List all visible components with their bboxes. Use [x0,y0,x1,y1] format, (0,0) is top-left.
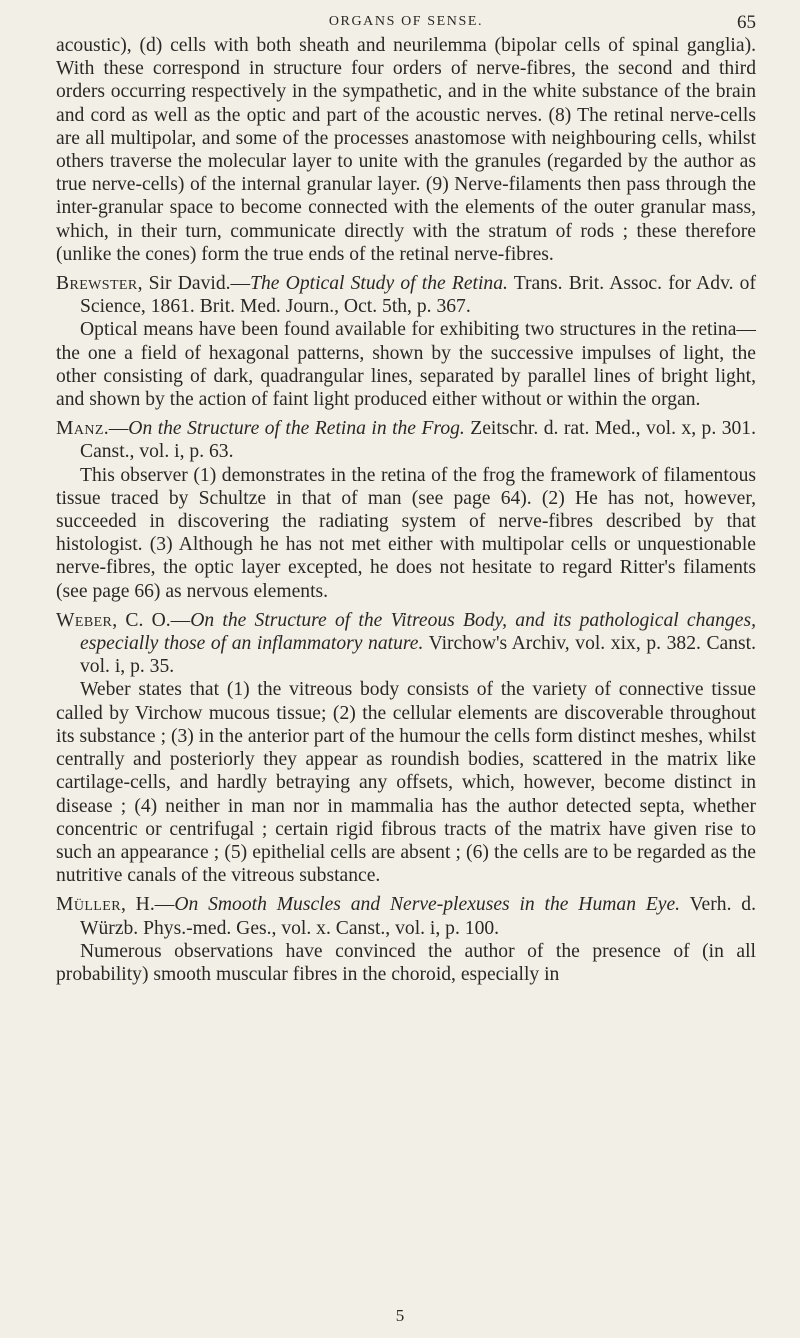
entry-author: Brewster [56,273,138,295]
entry-author: Manz [56,418,104,440]
entry-author-rest: , C. O.— [112,609,191,631]
continued-paragraph: acoustic), (d) cells with both sheath and neurilemma (bipolar cells of spinal ganglia). With these correspond in structure four orders of nerve-fibres, the second and third orders occurring respectively in the sympathetic, and in the white substance of the brain and cord as well as the optic and part of the acoustic nerves. (8) The retinal nerve-cells are all multipolar, and some of the processes anastomose with neighbouring cells, whilst others traverse the molecular layer to unite with the granules (regarded by the author as true nerve-cells) of the internal granular layer. (9) Nerve-filaments then pass through the inter-granular space to become connected with the elements of the outer granular mass, which, in their turn, communicate directly with the stratum of rods ; these therefore (unlike the cones) form the true ends of the retinal nerve-fibres. [56,35,756,265]
entry-author-rest: , H.— [120,894,175,916]
entry-author: Müller [56,894,121,916]
page-number: 65 [737,12,756,33]
entry-title: On the Structure of the Retina in the Frog. [128,418,465,440]
entry-brewster-body: Optical means have been found available for exhibiting two structures in the retina—the one a field of hexagonal patterns, shown by the successive impulses of light, the other consisting of dark, quadrangular lines, separated by parallel lines of bright light, and shown by the action of faint light produced either without or within the organ. [56,319,756,411]
entry-muller-heading [56,893,756,939]
entry-author-rest: .— [103,418,129,440]
entry-citation: Verh. d. Würzb. Phys.-med. Ges., vol. x. Canst., vol. i, p. 100. [80,894,756,939]
entry-manz-heading [56,417,756,463]
entry-weber-body: Weber states that (1) the vitreous body consists of the variety of connective tissue called by Virchow mucous tissue; (2) the cellular elements are discoverable throughout its substance ; (3) in the anterior part of the humour the cells form distinct meshes, whilst centrally and posteriorly they appear as roundish bodies, scattered in the matrix like cartilage-cells, and hardly betraying any offsets, which, however, become distinct in disease ; (4) neither in man nor in mammalia has the author detected septa, whether concentric or centrifugal ; certain rigid fibrous tracts of the matrix have given rise to such an appearance ; (5) epithelial cells are absent ; (6) the cells are to be regarded as the nutritive canals of the vitreous substance. [56,679,756,887]
running-header [56,8,756,34]
entry-title: On the Structure of the Vitreous Body, and its pathological changes, especially those of an inflammatory nature. [80,609,757,655]
entry-citation: Zeitschr. d. rat. Med., vol. x, p. 301. Canst., vol. i, p. 63. [80,418,756,463]
entry-manz-body: This observer (1) demonstrates in the retina of the frog the framework of filamentous tissue traced by Schultze in that of man (see page 64). (2) He has not, however, succeeded in discovering the radiating system of nerve-fibres described by that histologist. (3) Although he has not met either with multipolar cells or unquestionable nerve-fibres, the optic layer excepted, he does not hesitate to regard Ritter's filaments (see page 66) as nervous elements. [56,464,756,602]
entry-title: On Smooth Muscles and Nerve-plexuses in the Human Eye. [174,894,681,916]
page-body [56,34,756,986]
entry-author-rest: , Sir David.— [137,273,251,295]
entry-weber-heading [56,609,756,679]
entry-author: Weber [56,609,113,631]
entry-muller-body: Numerous observations have convinced the author of the presence of (in all probability) smooth muscular fibres in the choroid, especially in [56,940,756,985]
entry-citation: Virchow's Archiv, vol. xix, p. 382. Canst. vol. i, p. 35. [80,633,756,678]
entry-title: The Optical Study of the Retina. [250,273,508,295]
entry-citation: Trans. Brit. Assoc. for Adv. of Science, 1861. Brit. Med. Journ., Oct. 5th, p. 367. [80,273,756,318]
entry-brewster-heading [56,272,756,318]
signature-mark: 5 [395,1306,405,1325]
running-title: ORGANS OF SENSE. [328,14,484,29]
